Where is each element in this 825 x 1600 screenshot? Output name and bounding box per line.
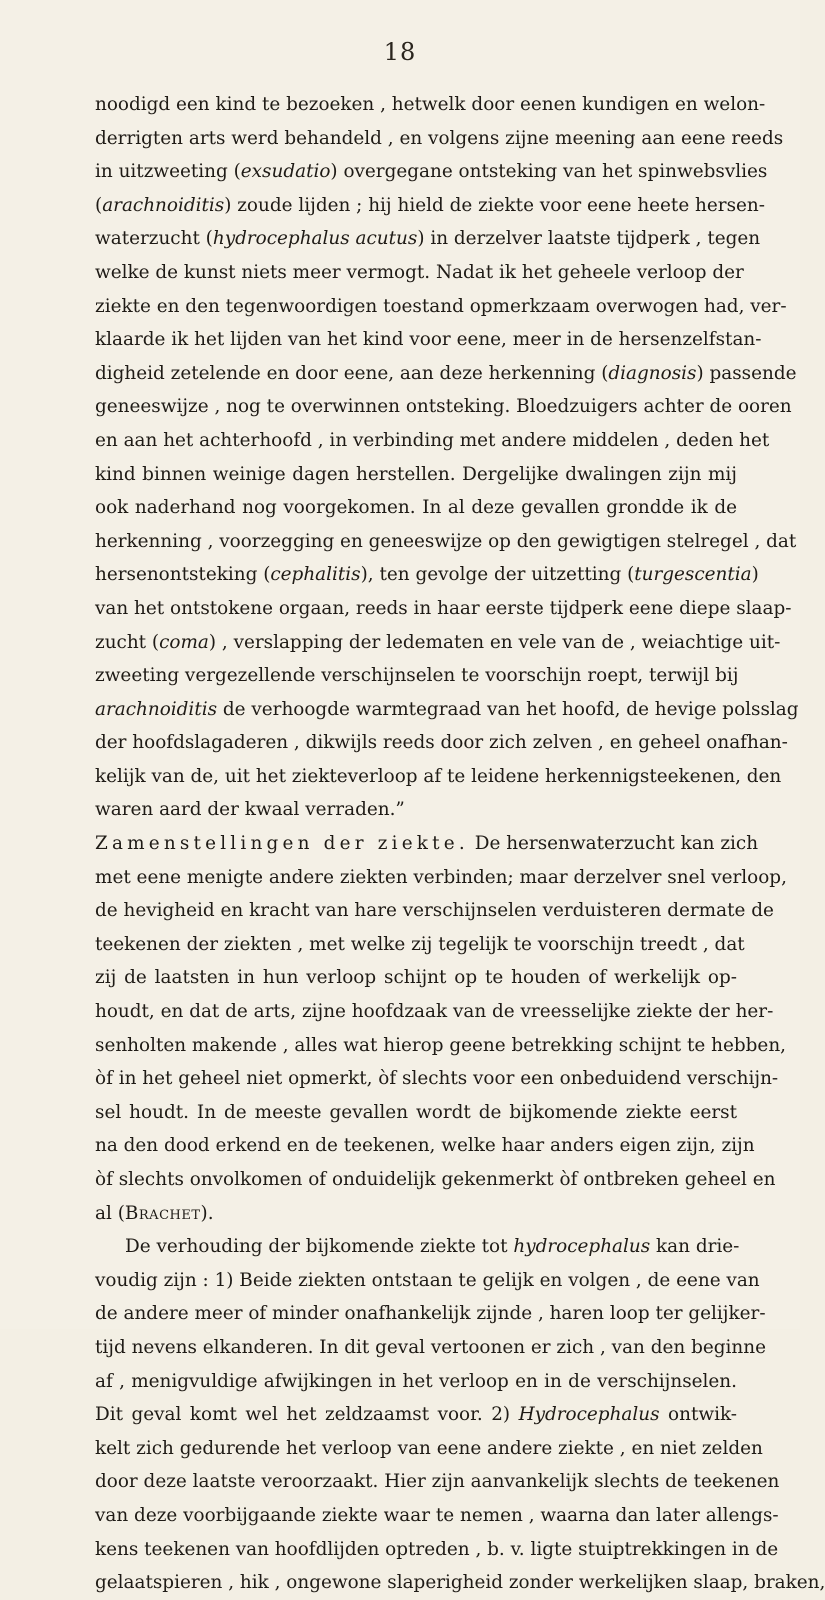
text-run: derrigten arts werd behandeld , en volgens zijne meening aan eene reeds — [95, 127, 784, 149]
text-run: digheid zetelende en door eene, aan deze herkenning ( — [95, 362, 609, 384]
text-line — [95, 491, 737, 525]
text-line — [95, 88, 766, 122]
text-run: van deze voorbijgaande ziekte waar te nemen , waarna dan later allengs- — [95, 1504, 779, 1526]
text-run: van het ontstokene orgaan, reeds in haar eerste tijdperk eene diepe slaap- — [95, 597, 792, 619]
text-run: zucht ( — [95, 631, 160, 653]
body-text — [95, 88, 825, 1600]
text-line — [95, 458, 737, 492]
italic-term: exsudatio — [240, 161, 331, 183]
text-line — [95, 1365, 737, 1399]
text-run: hersenontsteking ( — [95, 564, 271, 586]
text-line — [95, 323, 762, 357]
text-line — [95, 1230, 740, 1264]
text-line — [95, 1029, 787, 1063]
text-run: voudig zijn : 1) Beide ziekten ontstaan te gelijk en volgen , de eene van — [95, 1269, 760, 1291]
text-line — [95, 726, 788, 760]
page-number: 18 — [383, 38, 417, 66]
text-line — [95, 861, 787, 895]
text-line — [95, 357, 797, 391]
text-run: na den dood erkend en de teekenen, welke haar anders eigen zijn, zijn — [95, 1135, 755, 1157]
text-line — [95, 1062, 779, 1096]
italic-term: turgescentia — [634, 564, 752, 586]
italic-term: diagnosis — [608, 362, 697, 384]
text-line — [95, 1465, 780, 1499]
text-run: zweeting vergezellende verschijnselen te voorschijn roept, terwijl bij — [95, 665, 739, 687]
text-run: sel houdt. In de meeste gevallen wordt de bijkomende ziekte eerst — [95, 1101, 737, 1123]
text-line — [95, 1432, 763, 1466]
text-line — [95, 424, 770, 458]
text-run: der hoofdslagaderen , dikwijls reeds door zich zelven , en geheel onafhan- — [95, 732, 788, 754]
italic-term: hydrocephalus — [513, 1236, 651, 1258]
text-run: ) passende — [696, 362, 797, 384]
text-run: in uitzweeting ( — [95, 161, 241, 183]
text-run: zij de laatsten in hun verloop schijnt op te houden of werkelijk op- — [95, 967, 737, 989]
text-run: ook naderhand nog voorgekomen. In al deze gevallen grondde ik de — [95, 497, 737, 519]
text-run: gelaatspieren , hik , ongewone slaperigheid zonder werkelijken slaap, braken, — [95, 1572, 825, 1594]
text-line — [95, 693, 799, 727]
text-run: af , menigvuldige afwijkingen in het verloop en in de verschijnselen. — [95, 1370, 737, 1392]
text-line — [95, 1096, 737, 1130]
text-run: welke de kunst niets meer vermogt. Nadat ik het geheele verloop der — [95, 261, 744, 283]
italic-term: arachnoiditis — [95, 698, 218, 720]
text-run: met eene menigte andere ziekten verbinden; maar derzelver snel verloop, — [95, 866, 787, 888]
italic-term: coma — [159, 631, 209, 653]
text-run: kens teekenen van hoofdlijden optreden , b. v. ligte stuiptrekkingen in de — [95, 1538, 779, 1560]
text-run: noodigd een kind te bezoeken , hetwelk door eenen kundigen en welon- — [95, 94, 766, 115]
text-run: ) overgegane ontsteking van het spinwebsvlies — [330, 161, 768, 183]
text-line — [95, 928, 745, 962]
text-line — [95, 995, 774, 1029]
text-run: de andere meer of minder onafhankelijk zijnde , haren loop ter gelijker- — [95, 1303, 766, 1325]
text-line — [95, 1566, 825, 1600]
text-line — [95, 1331, 766, 1365]
text-run: ). — [200, 1202, 214, 1224]
text-run: Dit geval komt wel het zeldzaamst voor. 2) — [95, 1404, 519, 1426]
text-run: al ( — [95, 1202, 125, 1224]
italic-term: cephalitis — [270, 564, 361, 586]
text-line — [95, 1533, 779, 1567]
text-run: òf in het geheel niet opmerkt, òf slechts voor een onbeduidend verschijn- — [95, 1068, 779, 1090]
text-line — [95, 290, 787, 324]
section-heading: Zamenstellingen der ziekte. — [95, 833, 469, 855]
text-run: klaarde ik het lijden van het kind voor eene, meer in de hersenzelfstan- — [95, 329, 762, 351]
text-line — [95, 1129, 755, 1163]
text-run: De verhouding der bijkomende ziekte tot — [125, 1236, 514, 1258]
text-run: teekenen der ziekten , met welke zij tegelijk te voorschijn treedt , dat — [95, 933, 745, 955]
text-line — [95, 1398, 737, 1432]
italic-term: Hydrocephalus — [518, 1404, 660, 1426]
text-run: door deze laatste veroorzaakt. Hier zijn aanvankelijk slechts de teekenen — [95, 1471, 780, 1493]
text-line — [95, 626, 781, 660]
text-run: ontwik- — [659, 1404, 738, 1426]
text-run: geneeswijze , nog te overwinnen ontsteking. Bloedzuigers achter de ooren — [95, 396, 792, 418]
text-run: ) , verslapping der ledematen en vele van de , weiachtige uit- — [208, 631, 781, 653]
text-run: ziekte en den tegenwoordigen toestand opmerkzaam overwogen had, ver- — [95, 295, 787, 317]
text-run: ) zoude lijden ; hij hield de ziekte voor eene heete hersen- — [224, 194, 765, 216]
text-line — [95, 894, 774, 928]
text-line — [95, 592, 792, 626]
italic-term: hydrocephalus acutus — [212, 228, 418, 250]
text-run: senholten makende , alles wat hierop geene betrekking schijnt te hebben, — [95, 1034, 787, 1056]
text-line — [95, 1499, 779, 1533]
text-run: ) — [751, 564, 759, 586]
text-run: herkenning , voorzegging en geneeswijze op den gewigtigen stelregel , dat — [95, 530, 797, 552]
text-run: houdt, en dat de arts, zijne hoofdzaak van de vreesselijke ziekte der her- — [95, 1001, 774, 1023]
text-line — [95, 827, 759, 861]
text-run: en aan het achterhoofd , in verbinding met andere middelen , deden het — [95, 429, 770, 451]
text-line — [95, 525, 797, 559]
text-line — [95, 1297, 766, 1331]
text-line — [95, 189, 765, 223]
text-run: ) in derzelver laatste tijdperk , tegen — [417, 228, 761, 250]
text-line — [95, 256, 744, 290]
text-run: waren aard der kwaal verraden.” — [95, 799, 405, 821]
text-line — [95, 760, 782, 794]
text-line — [95, 222, 761, 256]
text-line — [95, 390, 792, 424]
text-run: òf slechts onvolkomen of onduidelijk gekenmerkt òf ontbreken geheel en — [95, 1169, 776, 1190]
text-run: kelijk van de, uit het ziekteverloop af te leidene herkennigsteekenen, den — [95, 765, 782, 787]
text-line — [95, 1197, 737, 1231]
text-run: waterzucht ( — [95, 228, 213, 250]
italic-term: arachnoiditis — [102, 194, 225, 216]
text-run: ( — [95, 194, 103, 216]
text-run: ), ten gevolge der uitzetting ( — [360, 564, 635, 586]
text-line — [95, 1264, 760, 1298]
text-run: de verhoogde warmtegraad van het hoofd, de hevige polsslag — [217, 698, 799, 720]
text-run: kind binnen weinige dagen herstellen. Dergelijke dwalingen zijn mij — [95, 463, 737, 485]
text-line — [95, 155, 768, 189]
text-run: tijd nevens elkanderen. In dit geval vertoonen er zich , van den beginne — [95, 1336, 766, 1358]
text-line — [95, 122, 784, 156]
text-line — [95, 961, 737, 995]
text-run: kan drie- — [650, 1236, 740, 1258]
text-line — [95, 793, 737, 827]
text-line — [95, 659, 737, 693]
text-line — [95, 558, 759, 592]
text-run: De hersenwaterzucht kan zich — [468, 833, 759, 855]
text-line — [95, 1163, 776, 1197]
text-run: de hevigheid en kracht van hare verschijnselen verduisteren dermate de — [95, 900, 774, 922]
text-run: kelt zich gedurende het verloop van eene andere ziekte , en niet zelden — [95, 1437, 763, 1459]
author-name: Brachet — [124, 1202, 201, 1224]
